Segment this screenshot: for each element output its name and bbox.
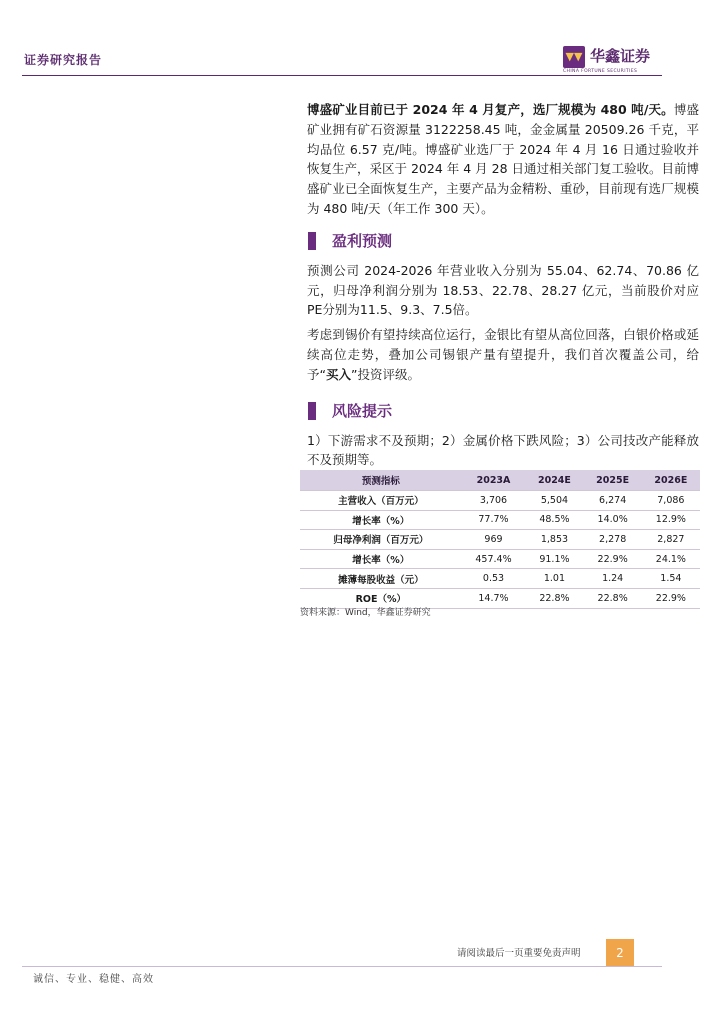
table-cell: 0.53 — [462, 569, 526, 589]
table-header-cell: 2026E — [642, 470, 700, 491]
table-header-cell: 2025E — [584, 470, 642, 491]
table-cell: 14.0% — [584, 510, 642, 530]
section-marker — [308, 402, 316, 420]
page-number: 2 — [606, 939, 634, 967]
section-title: 盈利预测 — [332, 232, 393, 251]
table-cell: 22.9% — [584, 549, 642, 569]
table-row — [300, 530, 700, 550]
table-cell: 969 — [462, 530, 526, 550]
section-heading-forecast — [307, 229, 699, 253]
company-logo — [563, 45, 673, 73]
report-type-label: 证券研究报告 — [24, 53, 103, 67]
table-cell: 1.01 — [525, 569, 583, 589]
table-row — [300, 549, 700, 569]
table-cell: 14.7% — [462, 588, 526, 608]
logo-text-cn: 华鑫证券 — [590, 47, 651, 65]
table-row — [300, 569, 700, 589]
row-label: ROE（%） — [300, 588, 462, 608]
table-header-cell: 2024E — [525, 470, 583, 491]
paragraph-forecast: 预测公司 2024-2026 年营业收入分别为 55.04、62.74、70.86 亿元，归母净利润分别为 18.53、22.78、28.27 亿元，当前股价对应PE分别为11.5、9.3、7.5倍。 — [307, 262, 699, 318]
paragraph-rating — [307, 325, 699, 384]
table-cell: 77.7% — [462, 510, 526, 530]
table-cell: 5,504 — [525, 491, 583, 511]
paragraph-lead-bold: 博盛矿业目前已于 2024 年 4 月复产，选厂规模为 480 吨/天。 — [307, 102, 674, 117]
row-label: 主营收入（百万元） — [300, 491, 462, 511]
table-cell: 457.4% — [462, 549, 526, 569]
table-cell: 3,706 — [462, 491, 526, 511]
table-cell: 1.54 — [642, 569, 700, 589]
table-header-cell: 预测指标 — [300, 470, 462, 491]
row-label: 增长率（%） — [300, 510, 462, 530]
paragraph-risks: 1）下游需求不及预期；2）金属价格下跌风险；3）公司技改产能释放不及预期等。 — [307, 432, 699, 468]
table-cell: 22.8% — [584, 588, 642, 608]
row-label: 摊薄每股收益（元） — [300, 569, 462, 589]
paragraph-body: 博盛矿业拥有矿石资源量 3122258.45 吨，金金属量 20509.26 千克，平均品位 6.57 克/吨。博盛矿业选厂于 2024 年 4 月 16 日通过验收并恢复生产，采区于 2024 年 4 月 28 日通过相关部门复工验收。目前博盛矿业已全面恢复生产，主要产品为金精粉、重砂，目前现有选厂规模为 480 吨/天（年工作 300 天）。 — [307, 102, 700, 216]
row-label: 归母净利润（百万元） — [300, 530, 462, 550]
section-marker — [308, 232, 316, 250]
rating-text-a: 考虑到锡价有望持续高位运行，金银比有望从高位回落，白银价格或延续高位走势，叠加公司锡银产量有望提升，我们首次覆盖公司，给予“ — [307, 327, 699, 382]
table-cell: 2,278 — [584, 530, 642, 550]
footer-slogan: 诚信、专业、稳健、高效 — [33, 974, 154, 985]
table-header-row — [300, 470, 700, 491]
table-row — [300, 510, 700, 530]
table-cell: 48.5% — [525, 510, 583, 530]
logo-text-en: CHINA FORTUNE SECURITIES — [563, 69, 638, 74]
footer-divider — [22, 966, 662, 967]
table-source-note: 资料来源：Wind，华鑫证券研究 — [300, 608, 431, 618]
table-cell: 91.1% — [525, 549, 583, 569]
section-title: 风险提示 — [332, 402, 393, 421]
paragraph-boshen-mining — [307, 100, 699, 219]
header-divider — [22, 75, 662, 76]
section-heading-risk — [307, 399, 699, 423]
table-cell: 1.24 — [584, 569, 642, 589]
table-cell: 1,853 — [525, 530, 583, 550]
table-cell: 12.9% — [642, 510, 700, 530]
row-label: 增长率（%） — [300, 549, 462, 569]
main-content — [307, 100, 699, 470]
table-header-cell: 2023A — [462, 470, 526, 491]
table-row — [300, 491, 700, 511]
table-cell: 2,827 — [642, 530, 700, 550]
table-cell: 22.9% — [642, 588, 700, 608]
disclaimer-notice: 请阅读最后一页重要免责声明 — [457, 948, 581, 959]
rating-buy: 买入 — [325, 366, 351, 382]
logo-mark-icon: ▼▼ — [563, 46, 585, 68]
forecast-table — [300, 470, 700, 609]
table-cell: 6,274 — [584, 491, 642, 511]
table-cell: 7,086 — [642, 491, 700, 511]
rating-text-b: ”投资评级。 — [351, 366, 420, 382]
table-cell: 24.1% — [642, 549, 700, 569]
table-cell: 22.8% — [525, 588, 583, 608]
